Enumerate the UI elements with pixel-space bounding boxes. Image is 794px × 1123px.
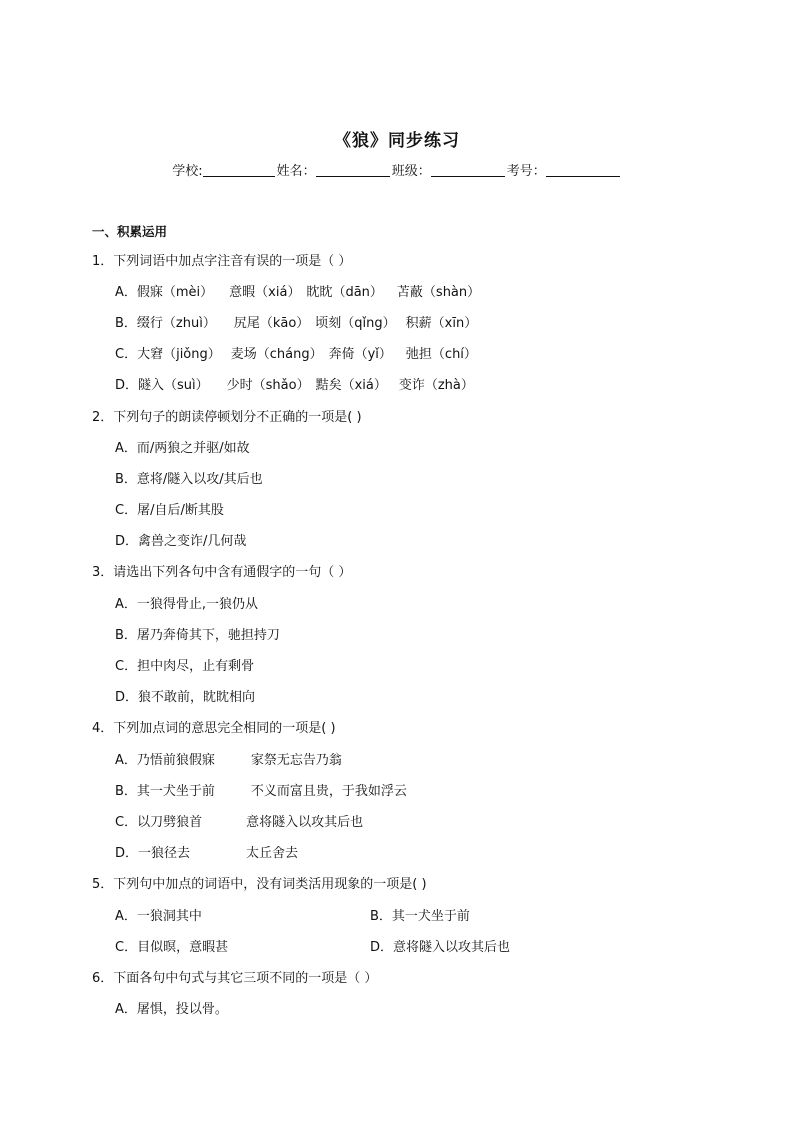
option-text: 意将隧入以攻其后也 <box>246 815 364 830</box>
student-info-line <box>0 160 794 179</box>
question-4-option-b[interactable] <box>115 780 407 799</box>
question-5-option-b[interactable]: B．其一犬坐于前 <box>370 909 470 924</box>
school-label: 学校: <box>172 164 203 179</box>
name-label: 姓名： <box>276 164 316 179</box>
question-1-option-d[interactable] <box>115 374 474 393</box>
question-3-stem: 3．请选出下列各句中含有通假字的一句（ ） <box>92 565 352 580</box>
question-1-option-b[interactable] <box>115 312 477 331</box>
option-text: 顷刻（qǐng） <box>315 316 396 331</box>
option-text: 太丘舍去 <box>246 846 299 861</box>
question-5-option-c[interactable]: C．目似暝，意暇甚 <box>115 940 229 955</box>
option-text: 奔倚（yǐ） <box>328 347 392 362</box>
question-2-option-c[interactable]: C．屠/自后/断其股 <box>115 503 224 518</box>
question-2-stem: 2．下列句子的朗读停顿划分不正确的一项是( ) <box>92 410 362 425</box>
option-text: 积薪（xīn） <box>405 316 478 331</box>
number-label: 考号： <box>506 164 546 179</box>
option-text: C．以刀劈狼首 <box>115 815 203 830</box>
question-5-stem: 5．下列句中加点的词语中，没有词类活用现象的一项是( ) <box>92 877 427 892</box>
option-text: D．一狼径去 <box>115 846 191 861</box>
school-blank[interactable] <box>203 162 275 177</box>
option-text: 尻尾（kāo） <box>233 316 310 331</box>
question-1-stem: 1．下列词语中加点字注音有误的一项是（ ） <box>92 254 352 269</box>
question-5-option-d[interactable]: D．意将隧入以攻其后也 <box>370 940 511 955</box>
number-blank[interactable] <box>546 162 620 177</box>
option-text: B．其一犬坐于前 <box>115 784 215 799</box>
question-3-option-a[interactable]: A．一狼得骨止,一狼仍从 <box>115 597 259 612</box>
question-3-option-d[interactable]: D．狼不敢前，眈眈相向 <box>115 690 256 705</box>
class-label: 班级： <box>391 164 431 179</box>
option-text: 黠矣（xiá） <box>315 378 387 393</box>
option-text: C．大窘（jiǒng） <box>115 347 221 362</box>
question-1-option-c[interactable] <box>115 343 477 362</box>
question-3-option-b[interactable]: B．屠乃奔倚其下，驰担持刀 <box>115 628 280 643</box>
option-text: 意暇（xiá） <box>229 285 301 300</box>
option-text: B．缀行（zhuì） <box>115 316 216 331</box>
question-4-option-d[interactable] <box>115 842 298 861</box>
option-text: 少时（shǎo） <box>226 378 310 393</box>
option-text: 苫蔽（shàn） <box>396 285 481 300</box>
question-6-stem: 6．下面各句中句式与其它三项不同的一项是（ ） <box>92 971 378 986</box>
option-text: 弛担（chí） <box>405 347 477 362</box>
question-3-option-c[interactable]: C．担中肉尽，止有剩骨 <box>115 659 255 674</box>
class-blank[interactable] <box>431 162 505 177</box>
page-title: 《狼》同步练习 <box>334 131 460 151</box>
option-text: A．假寐（mèi） <box>115 285 214 300</box>
question-4-option-c[interactable] <box>115 811 363 830</box>
option-text: 麦场（cháng） <box>230 347 323 362</box>
option-text: 眈眈（dān） <box>306 285 383 300</box>
question-2-option-b[interactable]: B．意将/隧入以攻/其后也 <box>115 472 263 487</box>
section-heading: 一、积累运用 <box>92 224 168 239</box>
question-2-option-a[interactable]: A．而/两狼之并驱/如故 <box>115 441 250 456</box>
question-2-option-d[interactable]: D．禽兽之变诈/几何哉 <box>115 534 247 549</box>
option-text: 家祭无忘告乃翁 <box>250 753 342 768</box>
option-text: 变诈（zhà） <box>398 378 474 393</box>
question-1-option-a[interactable] <box>115 281 480 300</box>
question-4-option-a[interactable] <box>115 749 342 768</box>
name-blank[interactable] <box>316 162 390 177</box>
option-text: D．隧入（suì） <box>115 378 209 393</box>
question-6-option-a[interactable]: A．屠惧，投以骨。 <box>115 1002 228 1017</box>
option-text: 不义而富且贵，于我如浮云 <box>250 784 407 799</box>
question-5-option-a[interactable]: A．一狼洞其中 <box>115 909 202 924</box>
question-4-stem: 4．下列加点词的意思完全相同的一项是( ) <box>92 721 336 736</box>
option-text: A．乃悟前狼假寐 <box>115 753 215 768</box>
